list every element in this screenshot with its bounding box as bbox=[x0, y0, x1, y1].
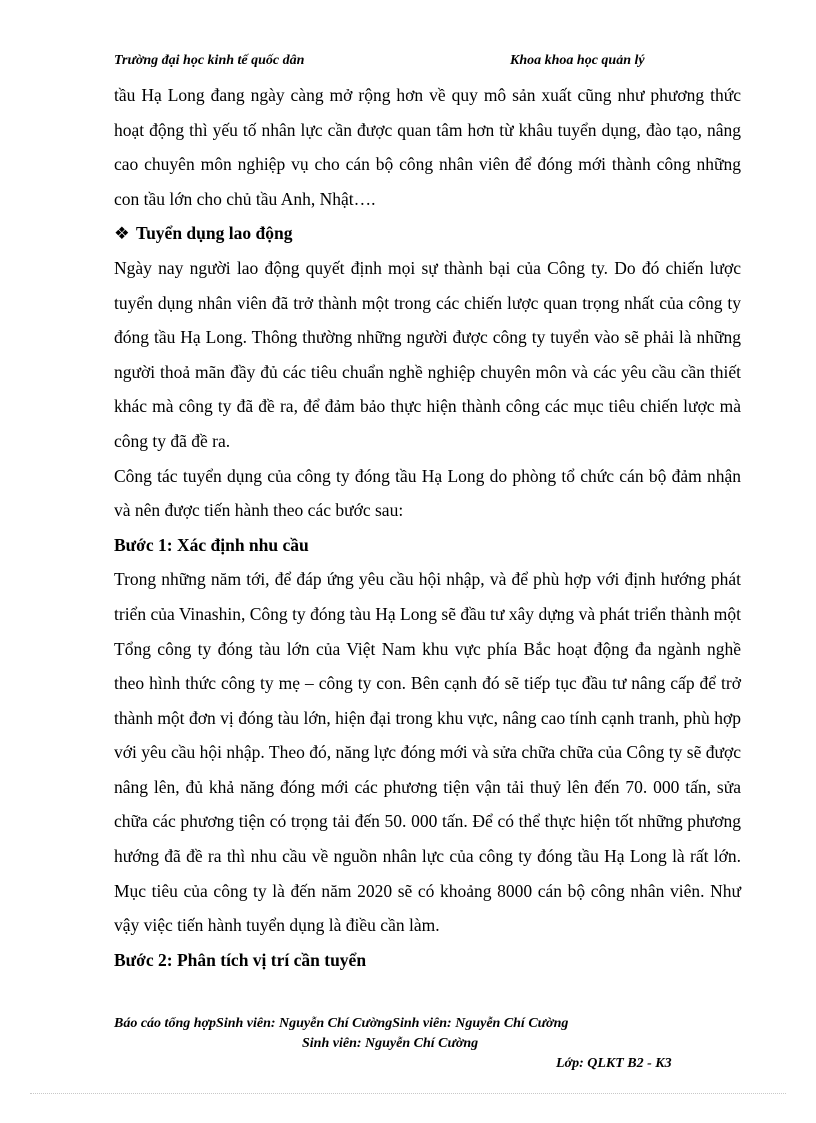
step-1-heading: Bước 1: Xác định nhu cầu bbox=[114, 534, 309, 555]
diamond-bullet-icon: ❖ bbox=[114, 223, 130, 244]
step-2-heading: Bước 2: Phân tích vị trí cần tuyển bbox=[114, 949, 367, 970]
section-heading-label: Tuyển dụng lao động bbox=[136, 223, 293, 244]
header-university: Trường đại học kinh tế quốc dân bbox=[114, 53, 305, 68]
footer-student-line: Sinh viên: Nguyễn Chí Cường bbox=[302, 1036, 479, 1051]
paragraph-step-1: Trong những năm tới, để đáp ứng yêu cầu hội nhập, và để phù hợp với định hướng phát triển của Vinashin, Công ty đóng tàu Hạ Long sẽ đầu tư xây dựng và phát triển thành một Tổng công ty đóng tàu lớn của Việt Nam khu vực phía Bắc hoạt động đa ngành nghề theo hình thức công ty mẹ – công ty con. Bên cạnh đó sẽ tiếp tục đầu tư nâng cấp để trở thành một đơn vị đóng tàu lớn, hiện đại trong khu vực, nâng cao tính cạnh tranh, phù hợp với yêu cầu hội nhập. Theo đó, năng lực đóng mới và sửa chữa chữa của Công ty sẽ được nâng lên, đủ khả năng đóng mới các phương tiện vận tải thuỷ lên đến 70. 000 tấn, sửa chữa các phương tiện có trọng tải đến 50. 000 tấn. Để có thể thực hiện tốt những phương hướng đã đề ra thì nhu cầu về nguồn nhân lực của công ty đóng tầu Hạ Long là rất lớn. Mục tiêu của công ty là đến năm 2020 sẽ có khoảng 8000 cán bộ công nhân viên. Như vậy việc tiến hành tuyển dụng là điều cần làm. bbox=[114, 569, 741, 936]
header-faculty: Khoa khoa học quản lý bbox=[510, 53, 645, 68]
document-body bbox=[114, 78, 741, 977]
footer-class-line: Lớp: QLKT B2 - K3 bbox=[556, 1056, 672, 1071]
paragraph-recruitment-strategy: Ngày nay người lao động quyết định mọi sự thành bại của Công ty. Do đó chiến lược tuyển dụng nhân viên đã trở thành một trong các chiến lược quan trọng nhất của công ty đóng tầu Hạ Long. Thông thường những người được công ty tuyển vào sẽ phải là những người thoả mãn đầy đủ các tiêu chuẩn nghề nghiệp chuyên môn và các yêu cầu cần thiết khác mà công ty đã đề ra, để đảm bảo thực hiện thành công các mục tiêu chiến lược mà công ty đã đề ra. bbox=[114, 257, 741, 451]
page-bottom-divider bbox=[30, 1093, 786, 1094]
footer-report-line: Báo cáo tổng hợpSinh viên: Nguyễn Chí CườngSinh viên: Nguyễn Chí Cường bbox=[114, 1016, 569, 1031]
paragraph-recruitment-process: Công tác tuyển dụng của công ty đóng tầu Hạ Long do phòng tổ chức cán bộ đảm nhận và nên được tiến hành theo các bước sau: bbox=[114, 465, 741, 521]
section-heading-recruitment bbox=[114, 216, 741, 251]
paragraph-intro: tầu Hạ Long đang ngày càng mở rộng hơn về quy mô sản xuất cũng như phương thức hoạt động thì yếu tố nhân lực cần được quan tâm hơn từ khâu tuyển dụng, đào tạo, nâng cao chuyên môn nghiệp vụ cho cán bộ công nhân viên để đóng mới thành công những con tầu lớn cho chủ tầu Anh, Nhật…. bbox=[114, 85, 741, 209]
